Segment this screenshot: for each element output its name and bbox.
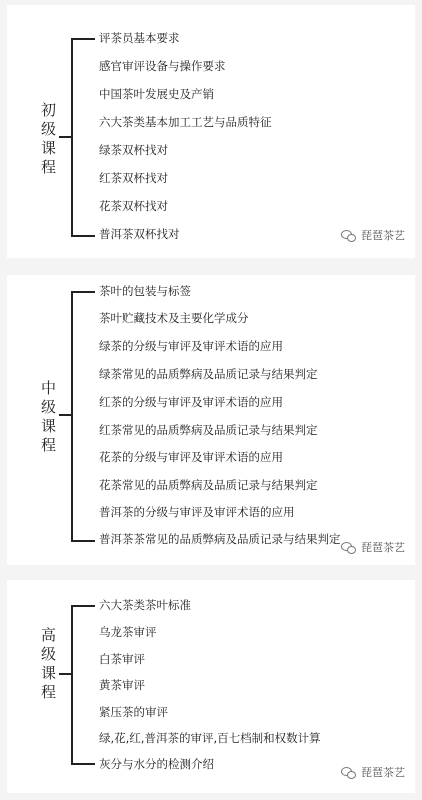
course-item: 绿,花,红,普洱茶的审评,百七档制和权数计算 [99, 731, 321, 745]
watermark-label: 琵琶茶艺 [361, 541, 405, 554]
bracket-joint [59, 414, 72, 416]
watermark-label: 琵琶茶艺 [361, 229, 405, 242]
bracket-joint [59, 136, 72, 138]
course-item: 茶叶贮藏技术及主要化学成分 [99, 311, 249, 325]
course-item: 花茶的分级与审评及审评术语的应用 [99, 450, 283, 464]
course-item: 中国茶叶发展史及产销 [99, 87, 214, 101]
course-item: 花茶常见的品质弊病及品质记录与结果判定 [99, 478, 318, 492]
course-item: 六大茶类茶叶标准 [99, 598, 191, 612]
course-item: 普洱茶双杯找对 [99, 227, 180, 241]
course-item: 绿茶常见的品质弊病及品质记录与结果判定 [99, 367, 318, 381]
bracket-stem [71, 605, 73, 765]
course-item: 红茶常见的品质弊病及品质记录与结果判定 [99, 423, 318, 437]
course-item: 红茶双杯找对 [99, 171, 168, 185]
bracket-joint [59, 673, 72, 675]
course-item: 乌龙茶审评 [99, 625, 157, 639]
bracket-stem [71, 291, 73, 542]
watermark [341, 764, 405, 780]
course-item: 红茶的分级与审评及审评术语的应用 [99, 395, 283, 409]
course-item: 黄茶审评 [99, 678, 145, 692]
bracket-tick [71, 38, 95, 40]
watermark [341, 227, 405, 243]
watermark [341, 539, 405, 555]
wechat-icon [341, 766, 357, 778]
course-item: 六大茶类基本加工工艺与品质特征 [99, 115, 272, 129]
course-item: 普洱茶茶常见的品质弊病及品质记录与结果判定 [99, 532, 341, 546]
beginner-course-panel [7, 5, 415, 258]
intermediate-course-panel [7, 275, 415, 565]
section-title: 中级课程 [41, 379, 57, 454]
advanced-course-panel [7, 580, 415, 793]
bracket-tick [71, 540, 95, 542]
course-item: 茶叶的包装与标签 [99, 284, 191, 298]
course-item: 绿茶双杯找对 [99, 143, 168, 157]
course-item: 绿茶的分级与审评及审评术语的应用 [99, 339, 283, 353]
wechat-icon [341, 541, 357, 553]
course-item: 灰分与水分的检测介绍 [99, 757, 214, 771]
course-item: 评茶员基本要求 [99, 31, 180, 45]
section-title: 初级课程 [41, 101, 57, 176]
course-item: 紧压茶的审评 [99, 705, 168, 719]
bracket-tick [71, 763, 95, 765]
watermark-label: 琵琶茶艺 [361, 766, 405, 779]
bracket-tick [71, 235, 95, 237]
section-title: 高级课程 [41, 626, 57, 701]
bracket-tick [71, 605, 95, 607]
course-item: 白茶审评 [99, 652, 145, 666]
bracket-tick [71, 291, 95, 293]
course-item: 普洱茶的分级与审评及审评术语的应用 [99, 505, 295, 519]
course-item: 花茶双杯找对 [99, 199, 168, 213]
wechat-icon [341, 229, 357, 241]
course-item: 感官审评设备与操作要求 [99, 59, 226, 73]
